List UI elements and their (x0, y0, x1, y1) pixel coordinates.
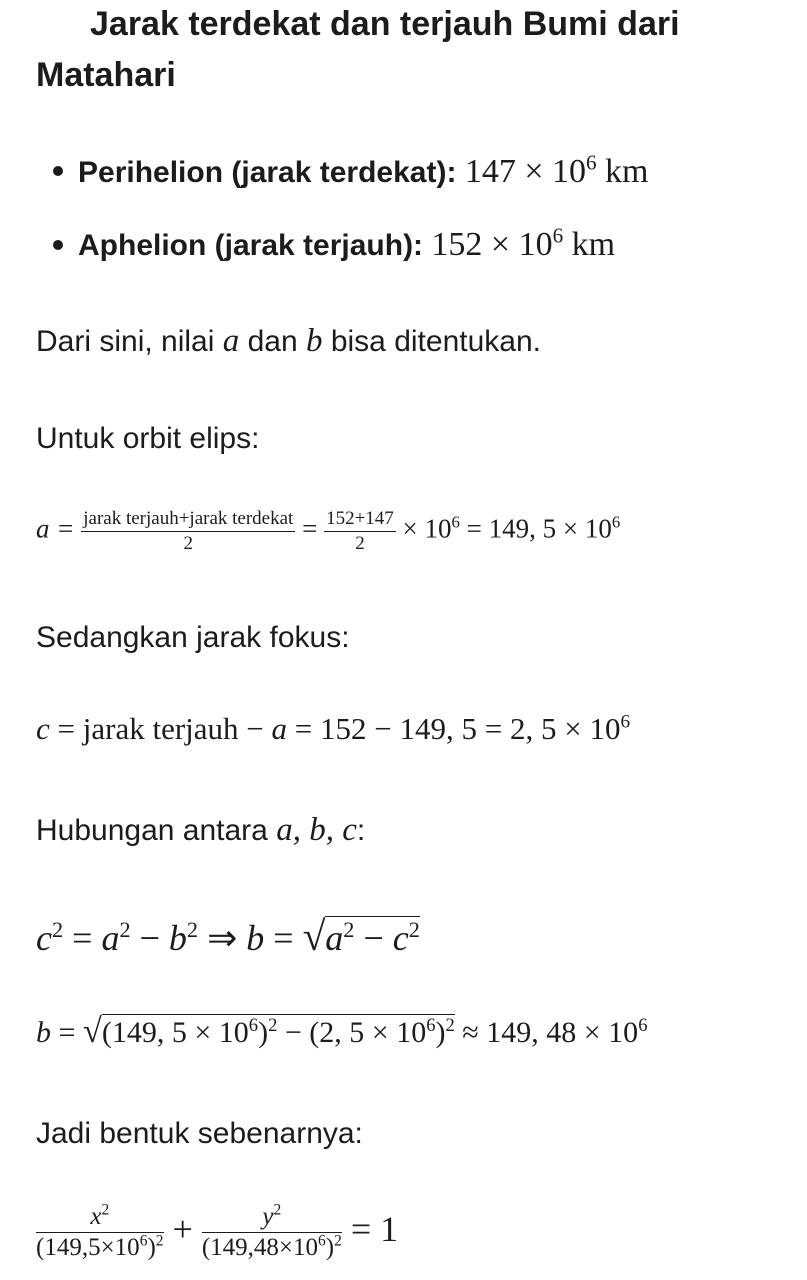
paragraph-focus: Sedangkan jarak fokus: (36, 621, 350, 654)
bullet-dot (53, 166, 63, 176)
heading-line-2: Matahari (36, 56, 176, 94)
bullet-value: $152 \times 10^6$ km (431, 223, 616, 263)
bullet-label: Perihelion (jarak terdekat): (78, 156, 457, 189)
equation-a: a = $\frac{\text{jarak terjauh+jarak terdekat}}{2}$ = $\frac{152+147}{2}$ × $10^6 = 149$, $5 \times 10^6$ (36, 508, 621, 554)
paragraph-orbit: Untuk orbit elips: (36, 422, 260, 455)
bullet-label: Aphelion (jarak terjauh): (78, 229, 424, 262)
fraction-x: $\frac{x^2}{(149,5\times 10^6)^2}$ (36, 1201, 164, 1261)
paragraph-intro: Dari sini, nilai a dan b bisa ditentukan. (36, 323, 541, 359)
equation-b: b = √(149, $5 \times 10^6)^2 - (2$, $5 \times 10^6)^2 \approx 149$, $48 \times 10^6$ (36, 1012, 648, 1050)
heading-line-1: Jarak terdekat dan terjauh Bumi dari (90, 5, 680, 43)
equation-final: $\frac{x^2}{(149,5\times 10^6)^2}$ + $\frac{y^2}{(149,48\times 10^6)^2}$ = 1 (36, 1201, 399, 1261)
bullet-aphelion (78, 223, 616, 264)
equation-c: c = jarak terjauh − a = 152 − 149, 5 = 2, $5 \times 10^6$ (36, 711, 631, 746)
bullet-value: $147 \times 10^6$ km (464, 150, 649, 190)
fraction: $\frac{\text{jarak terjauh+jarak terdekat}}{2}$ (83, 508, 294, 554)
fraction-y: $\frac{y^2}{(149,48\times 10^6)^2}$ (201, 1201, 342, 1261)
bullet-perihelion (78, 150, 649, 191)
bullet-dot (53, 240, 63, 250)
fraction: $\frac{152+147}{2}$ (326, 508, 394, 554)
paragraph-conclusion: Jadi bentuk sebenarnya: (36, 1117, 363, 1150)
equation-relation: $c^2 = a^2 - b^2$ ⇒ $b = √a^2 - c^2$ (36, 913, 420, 959)
paragraph-relation: Hubungan antara a, b, c: (36, 812, 366, 848)
